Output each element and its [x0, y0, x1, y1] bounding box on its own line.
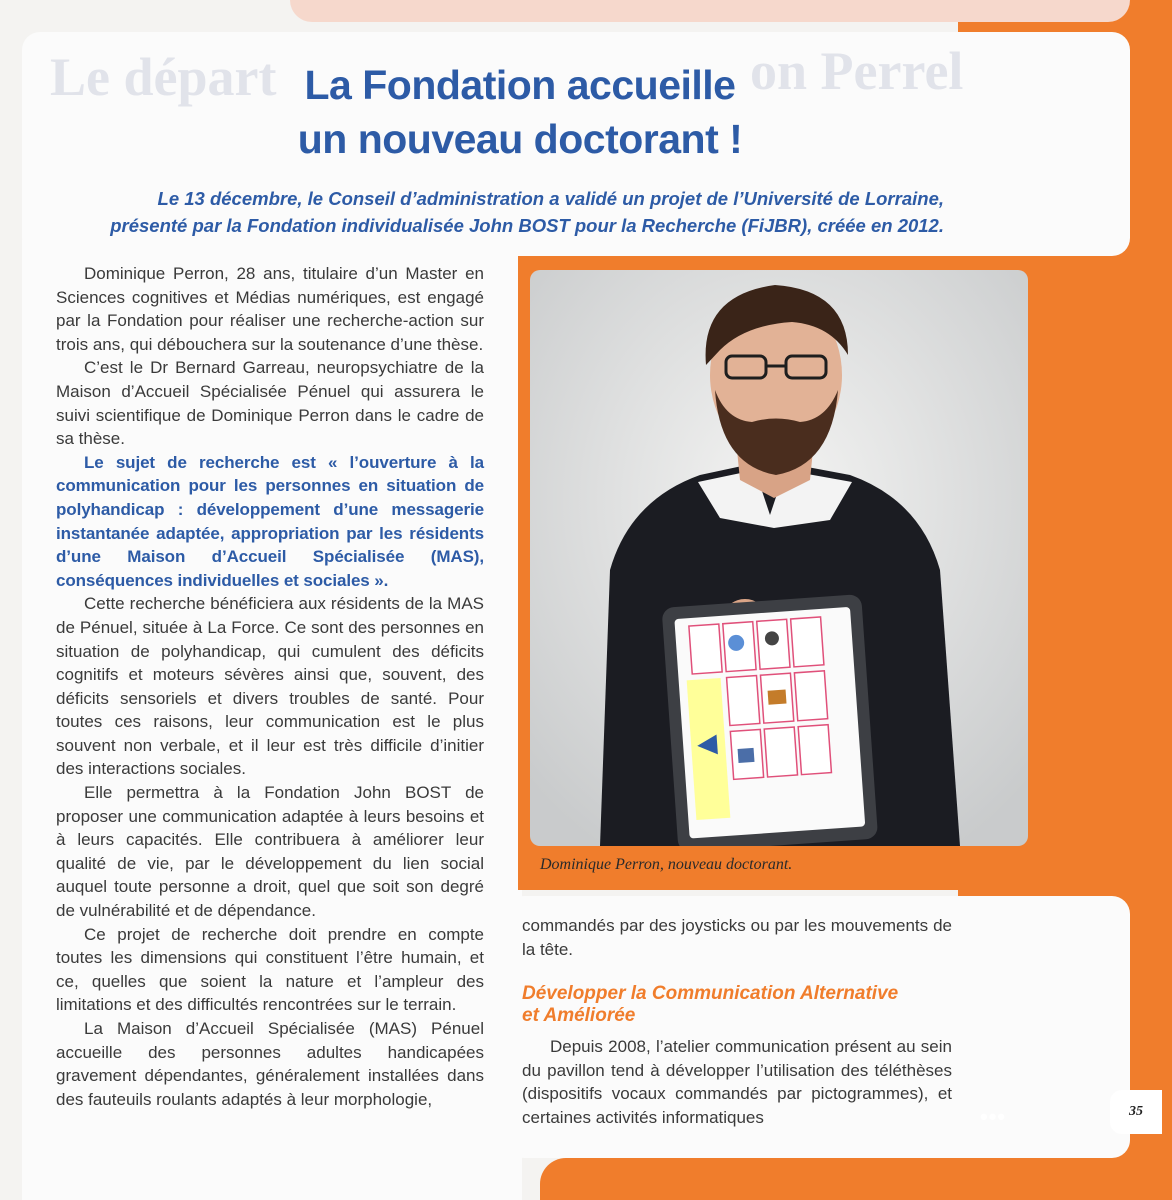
paragraph-research-subject: Le sujet de recherche est « l’ouverture à la communication pour les personnes en situation de polyhandicap : développement d’une messagerie instantanée adaptée, appropriation par les résidents d’une Maison d’Accueil Spécialisée (MAS), conséquences individuelles et sociales ».	[56, 452, 484, 590]
paragraph-workshop: Depuis 2008, l’atelier communication présent au sein du pavillon tend à développer l’utilisation des téléthèses (dispositifs vocaux commandés par pictogrammes), et certaines activités informatiques	[522, 1037, 952, 1127]
top-pink-panel	[290, 0, 1130, 22]
right-column-text	[522, 914, 952, 1130]
bleed-through-text-left: Le départ	[50, 47, 277, 107]
left-column-text	[56, 262, 484, 1111]
subtitle-line-2: présenté par la Fondation individualisée John BOST pour la Recherche (FiJBR), créée en 2012.	[110, 215, 944, 236]
title-line-1: La Fondation accueille	[304, 62, 736, 108]
paragraph-mas: La Maison d’Accueil Spécialisée (MAS) Pénuel accueille des personnes adultes handicapées gravement dépendantes, généralement installées dans des fauteuils roulants adaptés à leur morphologie,	[56, 1019, 484, 1109]
paragraph-benefits: Elle permettra à la Fondation John BOST de proposer une communication adaptée à leurs besoins et à leurs capacités. Elle contribuera à améliorer leur qualité de vie, par le développement du lien social auquel toute personne a droit, quel que soit son degré de vulnérabilité et de dépendance.	[56, 783, 484, 921]
paragraph-beneficiaries: Cette recherche bénéficiera aux résidents de la MAS de Pénuel, située à La Force. Ce sont des personnes en situation de polyhandicap, qui cumulent des déficits cognitifs et moteurs sévères ainsi que, souvent, des déficits sensoriels et divers troubles de santé. Pour toutes ces raisons, leur communication est le plus souvent non verbale, et il leur est très difficile d’initier des interactions sociales.	[56, 594, 484, 779]
portrait-photo	[530, 270, 1028, 846]
title-line-2: un nouveau doctorant !	[297, 116, 743, 162]
paragraph-supervisor: C’est le Dr Bernard Garreau, neuropsychiatre de la Maison d’Accueil Spécialisée Pénuel qui assurera le suivi scientifique de Dominique Perron dans le cadre de sa thèse.	[56, 358, 484, 449]
orange-bottom-band	[540, 1158, 1172, 1200]
section-heading-line-2: et Améliorée	[522, 1005, 636, 1027]
photo-caption: Dominique Perron, nouveau doctorant.	[540, 856, 793, 873]
portrait-illustration	[530, 270, 1028, 846]
section-heading	[522, 983, 952, 1027]
article-subtitle	[40, 185, 944, 239]
paragraph-intro: Dominique Perron, 28 ans, titulaire d’un Master en Sciences cognitives et Médias numériques, est engagé par la Fondation pour réaliser une recherche-action sur trois ans, qui débouchera sur la soutenance d’une thèse.	[56, 264, 484, 354]
subtitle-line-1: Le 13 décembre, le Conseil d’administration a validé un projet de l’Université de Lorraine,	[157, 188, 944, 209]
paragraph-scope: Ce projet de recherche doit prendre en compte toutes les dimensions qui constituent l’être humain, et ce, quelles que soient la nature et l’ampleur des limitations et des difficultés rencontrées sur le terrain.	[56, 924, 484, 1015]
article-title	[150, 58, 890, 166]
continuation-dots: •••	[980, 1104, 1007, 1129]
page-number: 35	[1110, 1090, 1162, 1134]
section-heading-line-1: Développer la Communication Alternative	[522, 983, 899, 1005]
paragraph-continuation: commandés par des joysticks ou par les mouvements de la tête.	[522, 916, 952, 959]
bleed-through-text-right: on Perrel	[750, 41, 964, 101]
